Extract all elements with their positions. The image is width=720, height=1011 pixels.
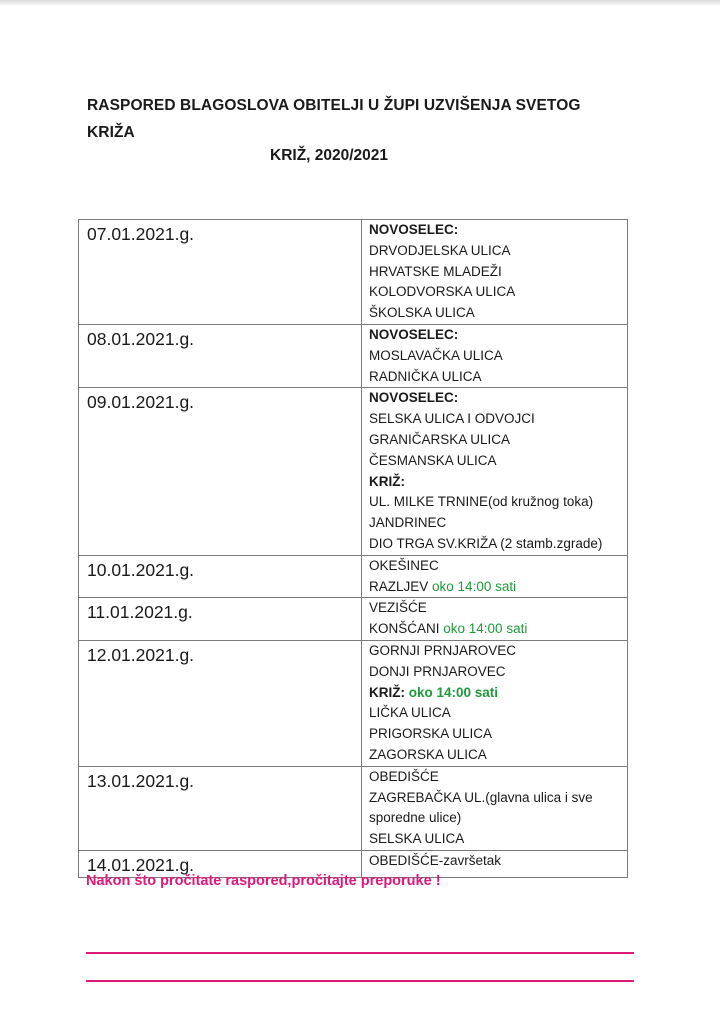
location-line	[369, 745, 623, 766]
schedule-row	[79, 388, 628, 555]
schedule-date: 11.01.2021.g.	[79, 598, 362, 641]
schedule-locations	[362, 555, 628, 598]
location-line	[369, 346, 623, 367]
location-text: OBEDIŠĆE	[369, 768, 439, 784]
schedule-date: 13.01.2021.g.	[79, 766, 362, 850]
location-line	[369, 767, 623, 788]
location-text: LIČKA ULICA	[369, 705, 451, 721]
location-text: RADNIČKA ULICA	[369, 368, 482, 384]
location-text: RAZLJEV	[369, 578, 433, 594]
schedule-table	[78, 219, 628, 878]
top-shadow-bar	[0, 0, 720, 6]
pink-divider-bottom	[86, 980, 634, 982]
location-text: DONJI PRNJAROVEC	[369, 663, 506, 679]
location-text: SELSKA ULICA	[369, 831, 465, 847]
schedule-row	[79, 766, 628, 850]
location-text: JANDRINEC	[369, 515, 447, 531]
location-text: VEZIŠĆE	[369, 600, 427, 616]
location-text: sporedne ulice)	[369, 810, 462, 826]
location-text: GRANIČARSKA ULICA	[369, 431, 511, 447]
location-line	[369, 430, 623, 451]
schedule-row	[79, 598, 628, 641]
location-line	[369, 367, 623, 388]
location-line	[369, 262, 623, 283]
location-line	[369, 220, 623, 241]
location-text: HRVATSKE MLADEŽI	[369, 263, 502, 279]
schedule-row	[79, 324, 628, 387]
schedule-date: 12.01.2021.g.	[79, 640, 362, 766]
time-note: oko 14:00 sati	[408, 684, 499, 700]
location-line	[369, 451, 623, 472]
location-text: NOVOSELEC:	[369, 326, 459, 342]
schedule-date: 08.01.2021.g.	[79, 324, 362, 387]
schedule-date: 07.01.2021.g.	[79, 220, 362, 325]
location-line	[369, 303, 623, 324]
location-line	[369, 641, 623, 662]
location-text: SELSKA ULICA I ODVOJCI	[369, 411, 535, 427]
location-text: ČESMANSKA ULICA	[369, 452, 497, 468]
schedule-date: 10.01.2021.g.	[79, 555, 362, 598]
schedule-locations	[362, 598, 628, 641]
location-line	[369, 683, 623, 704]
location-line	[369, 724, 623, 745]
schedule-locations	[362, 388, 628, 555]
location-line	[369, 808, 623, 829]
location-text: NOVOSELEC:	[369, 390, 459, 406]
location-text: GORNJI PRNJAROVEC	[369, 642, 517, 658]
location-line	[369, 325, 623, 346]
schedule-row	[79, 555, 628, 598]
location-line	[369, 577, 623, 598]
location-line	[369, 282, 623, 303]
time-note: oko 14:00 sati	[432, 578, 517, 594]
location-line	[369, 619, 623, 640]
location-text: ŠKOLSKA ULICA	[369, 305, 475, 321]
location-line	[369, 513, 623, 534]
location-text: KRIŽ:	[369, 473, 405, 489]
location-line	[369, 829, 623, 850]
location-text: PRIGORSKA ULICA	[369, 726, 493, 742]
location-line	[369, 851, 623, 872]
location-text: MOSLAVAČKA ULICA	[369, 347, 503, 363]
schedule-row	[79, 220, 628, 325]
location-line	[369, 241, 623, 262]
location-line	[369, 556, 623, 577]
schedule-row	[79, 640, 628, 766]
location-text: DRVODJELSKA ULICA	[369, 242, 511, 258]
location-text: UL. MILKE TRNINE(od kružnog toka)	[369, 494, 594, 510]
document-subtitle: KRIŽ, 2020/2021	[270, 147, 389, 164]
location-line	[369, 472, 623, 493]
location-line	[369, 534, 623, 555]
location-text: ZAGORSKA ULICA	[369, 746, 487, 762]
location-text: NOVOSELEC:	[369, 222, 459, 237]
footer-note: Nakon što pročitate raspored,pročitajte preporuke !	[86, 873, 441, 889]
schedule-locations	[362, 220, 628, 325]
location-line	[369, 388, 623, 409]
location-text: KONŠĆANI	[369, 621, 444, 637]
location-text: KRIŽ:	[369, 684, 409, 700]
location-line	[369, 788, 623, 809]
schedule-locations	[362, 766, 628, 850]
pink-divider-top	[86, 952, 634, 954]
location-line	[369, 662, 623, 683]
schedule-date: 09.01.2021.g.	[79, 388, 362, 555]
location-line	[369, 703, 623, 724]
location-line	[369, 492, 623, 513]
document-title	[87, 92, 627, 146]
location-line	[369, 598, 623, 619]
location-text: OKEŠINEC	[369, 557, 439, 573]
location-text: KOLODVORSKA ULICA	[369, 284, 516, 300]
schedule-locations	[362, 324, 628, 387]
title-line-2: KRIŽA	[87, 124, 135, 141]
schedule-body	[79, 220, 628, 878]
time-note: oko 14:00 sati	[443, 621, 528, 637]
title-line-1: RASPORED BLAGOSLOVA OBITELJI U ŽUPI UZVIŠENJA SVETOG	[87, 97, 581, 114]
location-text: DIO TRGA SV.KRIŽA (2 stamb.zgrade)	[369, 535, 603, 551]
location-line	[369, 409, 623, 430]
schedule-locations	[362, 640, 628, 766]
location-text: ZAGREBAČKA UL.(glavna ulica i sve	[369, 789, 593, 805]
location-text: OBEDIŠĆE-završetak	[369, 852, 502, 868]
schedule-date: 14.01.2021.g.	[79, 850, 362, 877]
